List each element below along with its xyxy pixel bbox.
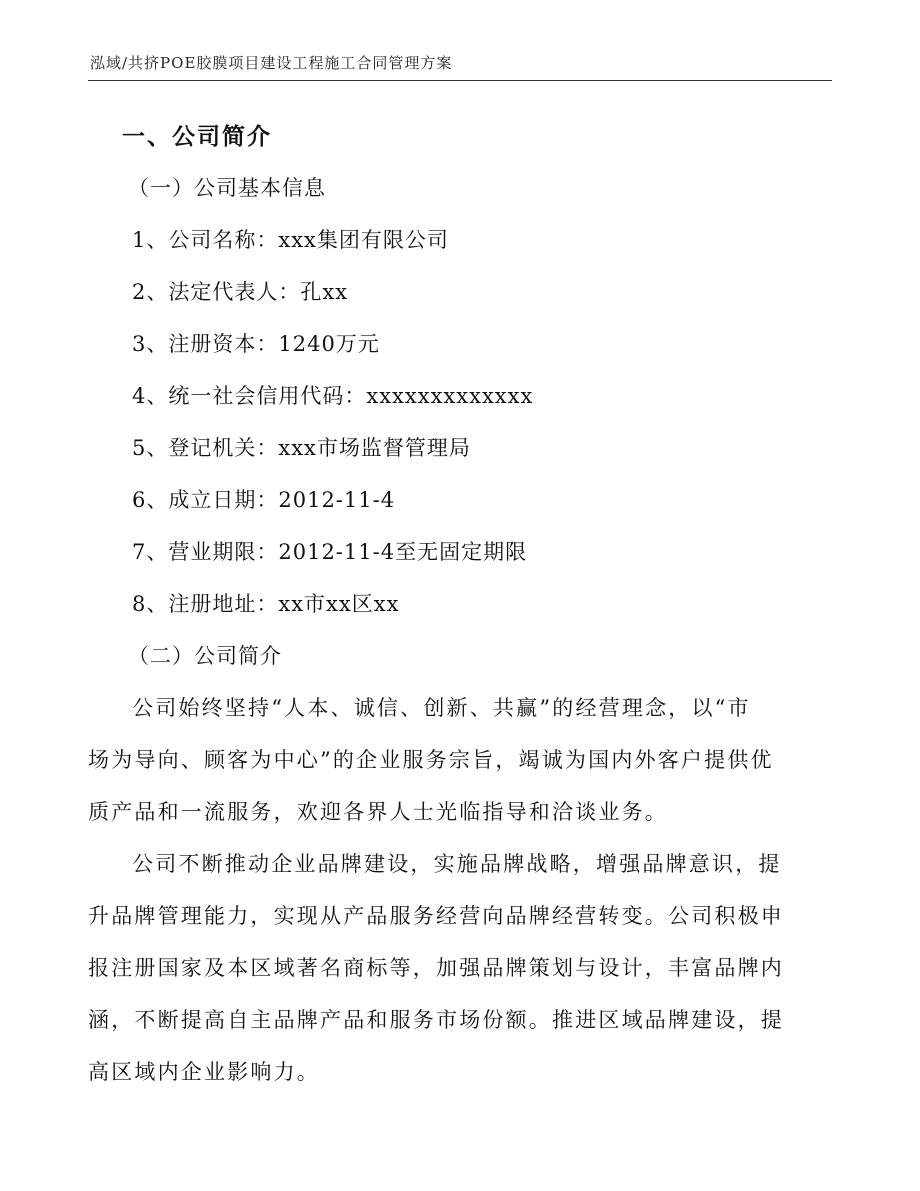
info-item-company-name: 1、公司名称：xxx集团有限公司 bbox=[132, 228, 449, 252]
info-item-registered-address: 8、注册地址：xx市xx区xx bbox=[132, 592, 400, 616]
paragraph-1-line-3: 质产品和一流服务，欢迎各界人士光临指导和洽谈业务。 bbox=[88, 800, 668, 824]
section-title: 一、公司简介 bbox=[122, 123, 272, 150]
header-rule bbox=[88, 80, 832, 81]
info-item-credit-code: 4、统一社会信用代码：xxxxxxxxxxxxx bbox=[132, 384, 534, 408]
paragraph-2-line-3: 报注册国家及本区域著名商标等，加强品牌策划与设计，丰富品牌内 bbox=[88, 956, 784, 980]
paragraph-2-line-1: 公司不断推动企业品牌建设，实施品牌战略，增强品牌意识，提 bbox=[132, 852, 782, 876]
info-item-legal-representative: 2、法定代表人：孔xx bbox=[132, 280, 349, 304]
running-header: 泓域/共挤POE胶膜项目建设工程施工合同管理方案 bbox=[90, 54, 453, 72]
basic-info-heading: （一）公司基本信息 bbox=[128, 176, 326, 200]
info-item-business-term: 7、营业期限：2012-11-4至无固定期限 bbox=[132, 540, 528, 564]
paragraph-2-line-5: 高区域内企业影响力。 bbox=[88, 1060, 320, 1084]
intro-heading: （二）公司简介 bbox=[128, 644, 282, 668]
info-item-registration-authority: 5、登记机关：xxx市场监督管理局 bbox=[132, 436, 471, 460]
info-item-registered-capital: 3、注册资本：1240万元 bbox=[132, 332, 380, 356]
info-item-establishment-date: 6、成立日期：2012-11-4 bbox=[132, 488, 396, 512]
paragraph-2-line-2: 升品牌管理能力，实现从产品服务经营向品牌经营转变。公司积极申 bbox=[88, 904, 784, 928]
paragraph-1-line-2: 场为导向、顾客为中心”的企业服务宗旨，竭诚为国内外客户提供优 bbox=[88, 748, 774, 772]
paragraph-1-line-1: 公司始终坚持“人本、诚信、创新、共赢”的经营理念，以“市 bbox=[132, 696, 751, 720]
paragraph-2-line-4: 涵，不断提高自主品牌产品和服务市场份额。推进区域品牌建设，提 bbox=[88, 1008, 784, 1032]
